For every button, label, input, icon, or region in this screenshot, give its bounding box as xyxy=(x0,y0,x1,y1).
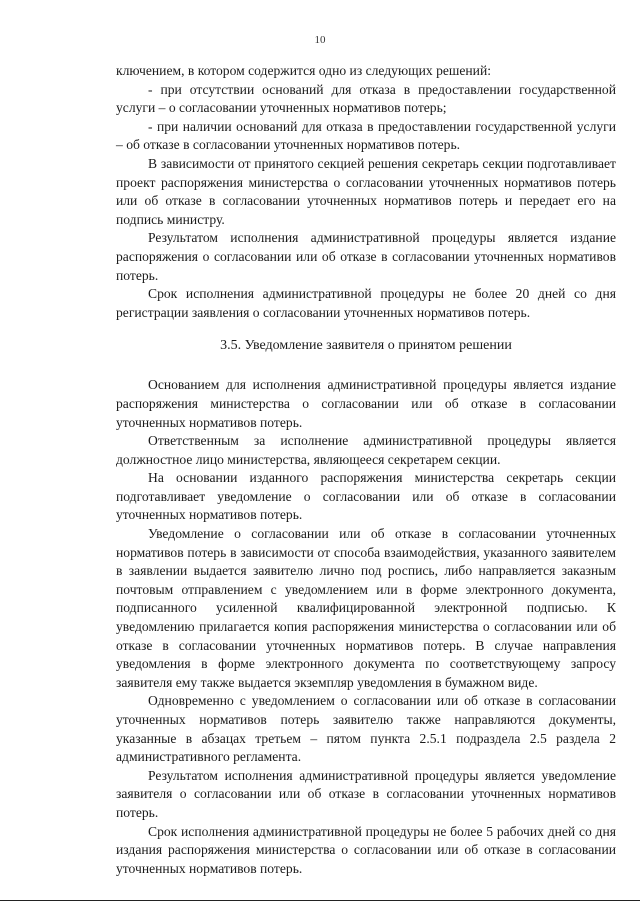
paragraph: В зависимости от принятого секцией решения секретарь секции подготавливает проект распоряжения министерства о согласовании уточненных нормативов потерь или об отказе в согласовании уточненных нормативов потерь и передает его на подпись министру. xyxy=(116,155,616,227)
paragraph: Уведомление о согласовании или об отказе в согласовании уточненных нормативов потерь в зависимости от способа взаимодействия, указанного заявителем в заявлении выдается заявителю лично под роспись, либо направляется заказным почтовым отправлением с уведомлением или в форме электронного документа, подписанного усиленной квалифицированной электронной подписью. К уведомлению прилагается копия распоряжения министерства о согласовании или об отказе в согласовании уточненных нормативов потерь. В случае направления уведомления в форме электронного документа по соответствующему запросу заявителя ему также выдается экземпляр уведомления в бумажном виде. xyxy=(116,526,616,690)
paragraph: Срок исполнения административной процедуры не более 5 рабочих дней со дня издания распоряжения министерства о согласовании или об отказе в согласовании уточненных нормативов потерь. xyxy=(116,823,616,876)
bottom-rule xyxy=(0,900,640,901)
paragraph: - при наличии оснований для отказа в предоставлении государственной услуги – об отказе в согласовании уточненных нормативов потерь. xyxy=(116,118,616,153)
paragraph: Срок исполнения административной процедуры не более 20 дней со дня регистрации заявления о согласовании уточненных нормативов потерь. xyxy=(116,286,616,320)
document-body xyxy=(116,62,616,878)
paragraph: Основанием для исполнения административной процедуры является издание распоряжения министерства о согласовании или об отказе в согласовании уточненных нормативов потерь. xyxy=(116,377,616,430)
paragraph: ключением, в котором содержится одно из следующих решений: xyxy=(116,63,492,78)
paragraph: На основании изданного распоряжения министерства секретарь секции подготавливает уведомление о согласовании или об отказе в согласовании уточненных нормативов потерь. xyxy=(116,470,616,523)
paragraph: Ответственным за исполнение административной процедуры является должностное лицо министерства, являющееся секретарем секции. xyxy=(116,433,616,467)
paragraph: Одновременно с уведомлением о согласовании или об отказе в согласовании уточненных нормативов потерь заявителю также направляются документы, указанные в абзацах третьем – пятом пункта 2.5.1 подраздела 2.5 раздела 2 административного регламента. xyxy=(116,693,616,765)
page-number: 10 xyxy=(314,34,326,46)
paragraphs-before-heading xyxy=(116,62,616,322)
paragraph: Результатом исполнения административной процедуры является уведомление заявителя о согласовании или об отказе в согласовании уточненных нормативов потерь. xyxy=(116,767,616,820)
paragraphs-after-heading xyxy=(116,376,616,878)
paragraph: - при отсутствии оснований для отказа в предоставлении государственной услуги – о согласовании уточненных нормативов потерь; xyxy=(116,81,616,116)
section-heading: 3.5. Уведомление заявителя о принятом решении xyxy=(220,338,512,354)
paragraph: Результатом исполнения административной процедуры является издание распоряжения о согласовании или об отказе в согласовании уточненных нормативов потерь. xyxy=(116,230,616,283)
